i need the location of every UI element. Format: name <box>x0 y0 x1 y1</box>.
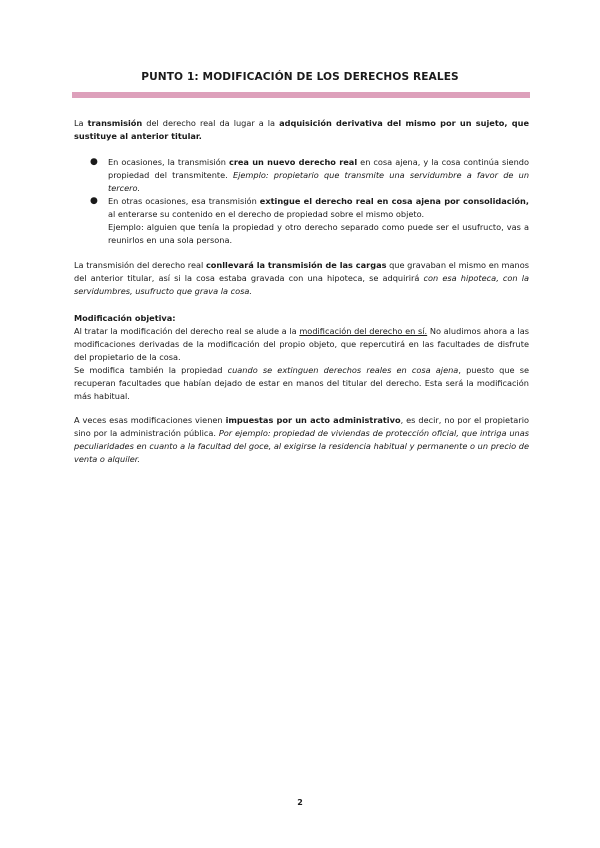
objetiva-p2-text-1: Se modifica también la propiedad <box>74 365 228 375</box>
bullet-item-1 <box>74 156 529 195</box>
intro-text-2: del derecho real da lugar a la <box>142 118 280 128</box>
cargas-paragraph <box>74 259 529 298</box>
objetiva-p2-italic: cuando se extinguen derechos reales en cosa ajena <box>227 365 459 375</box>
administrativo-paragraph <box>74 414 529 466</box>
bullet-item-2 <box>74 195 529 247</box>
admin-text-1: A veces esas modificaciones vienen <box>74 415 226 425</box>
bullet-2-bold: extingue el derecho real en cosa ajena por consolidación, <box>259 196 529 206</box>
admin-italic: Por ejemplo: propiedad de viviendas de protección oficial, que intriga unas peculiaridades en cuanto a la facultad del goce, al exigirse la residencia habitual y permanente o un precio de venta o alquiler. <box>74 428 529 464</box>
intro-text-1: La <box>74 118 88 128</box>
objetiva-p1-text-2: No aludimos ahora a las modificaciones derivadas de la modificación del propio objeto, que repercutirá en las facultades de disfrute del propietario de la cosa. <box>74 326 530 362</box>
title-underline-rule <box>72 92 530 98</box>
bullet-dot-icon: ● <box>90 157 98 167</box>
bullet-dot-icon: ● <box>90 196 98 206</box>
cargas-bold: conllevará la transmisión de las cargas <box>205 260 387 270</box>
objetiva-p1-text-1: Al tratar la modificación del derecho real se alude a la <box>74 326 300 336</box>
objetiva-p1-underlined: modificación del derecho en sí. <box>299 326 428 336</box>
page-title: PUNTO 1: MODIFICACIÓN DE LOS DERECHOS REALES <box>141 71 459 83</box>
objetiva-paragraph-2 <box>74 364 529 403</box>
bullet-2-text-2: al enterarse su contenido en el derecho de propiedad sobre el mismo objeto. <box>108 209 425 219</box>
objetiva-p2-text-2: , puesto que se recuperan facultades que habían dejado de estar en manos del titular del derecho. Esta será la modificación más habitual. <box>74 365 530 401</box>
bullet-1-example: Ejemplo: propietario que transmite una servidumbre a favor de un tercero. <box>108 170 530 193</box>
modificacion-objetiva-section <box>74 312 529 403</box>
admin-text-2: , es decir, no por el propietario sino por la administración pública. <box>74 415 529 438</box>
page-number: 2 <box>297 798 303 807</box>
section-heading: Modificación objetiva: <box>74 313 176 323</box>
bullet-1-bold: crea un nuevo derecho real <box>228 157 358 167</box>
intro-bold-2: adquisición derivativa del mismo por un sujeto, que sustituye al anterior titular. <box>74 118 529 141</box>
bullet-2-text-1: En otras ocasiones, esa transmisión <box>108 196 260 206</box>
bullet-2-example: Ejemplo: alguien que tenía la propiedad y otro derecho separado como puede ser el usufructo, vas a reunirlos en una sola persona. <box>108 222 529 245</box>
bullet-1-text-1: En ocasiones, la transmisión <box>108 157 229 167</box>
cargas-italic: con esa hipoteca, con la servidumbres, usufructo que grava la cosa. <box>74 273 530 296</box>
intro-paragraph <box>74 117 529 143</box>
intro-bold-1: transmisión <box>87 118 143 128</box>
objetiva-paragraph-1 <box>74 325 529 364</box>
cargas-text-1: La transmisión del derecho real <box>74 260 206 270</box>
cargas-text-2: que gravaban el mismo en manos del anterior titular, así si la cosa estaba gravada con una hipoteca, se adquirirá <box>74 260 530 283</box>
bullet-1-text-2: en cosa ajena, y la cosa continúa siendo propiedad del transmitente. <box>108 157 529 180</box>
transmission-bullet-list <box>74 156 529 247</box>
admin-bold: impuestas por un acto administrativo <box>225 415 401 425</box>
